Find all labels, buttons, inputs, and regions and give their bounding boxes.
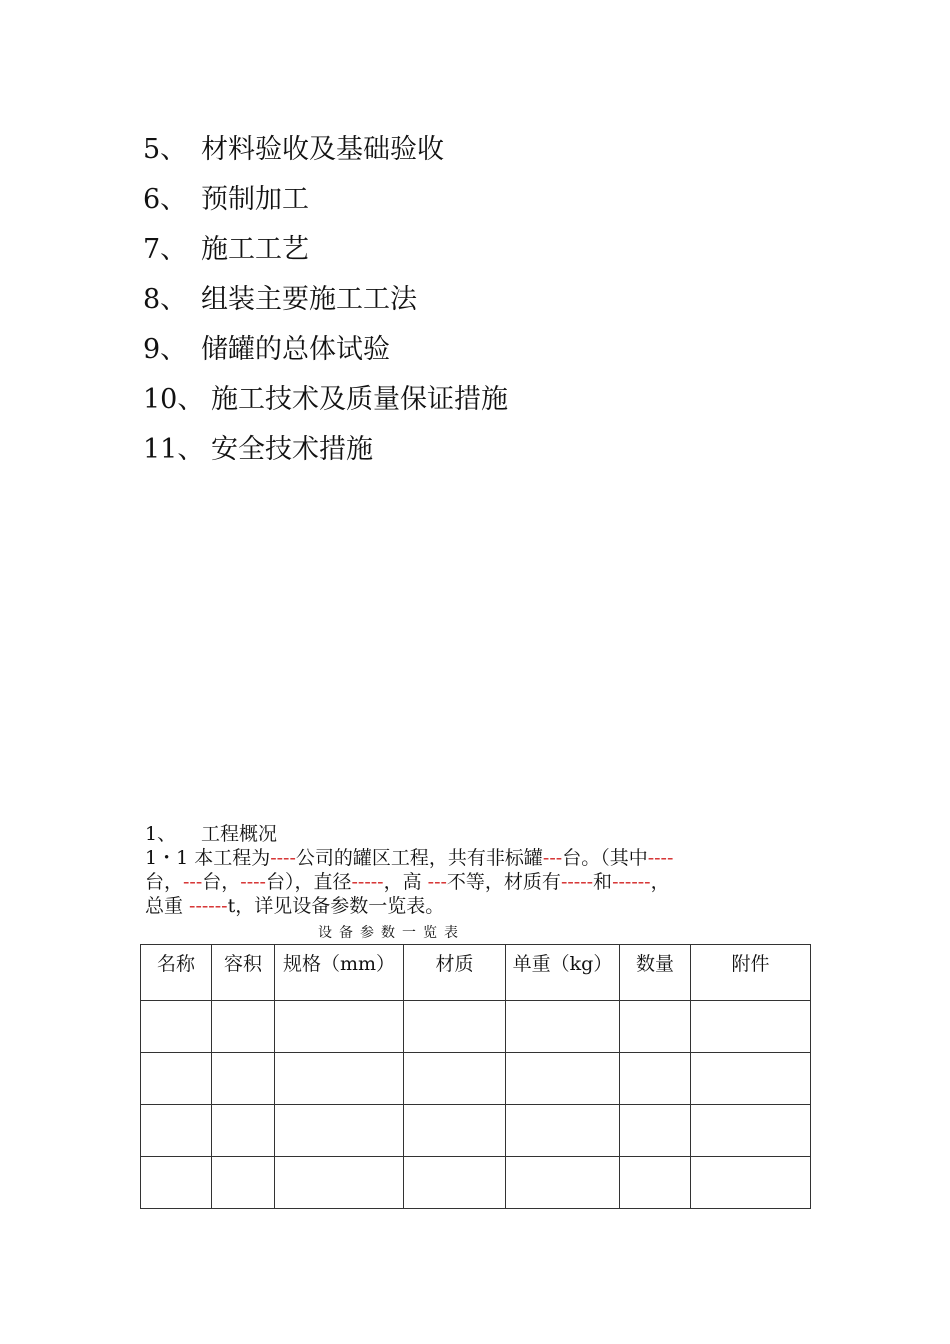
fill-blank: --- [183,871,203,893]
table-row [141,1053,811,1105]
col-header-unit-weight: 单重（kg） [506,945,620,1001]
text-run: 公司的罐区工程，共有非标罐 [295,847,543,869]
section-title: 工程概况 [201,823,278,845]
text-run: 不等，材质有 [446,871,561,893]
toc-title: 储罐的总体试验 [201,334,390,365]
table-cell [691,1157,811,1209]
overview-line-2 [145,870,815,894]
table-cell [212,1001,275,1053]
table-cell [212,1053,275,1105]
table-cell [275,1105,404,1157]
text-run: 台， [145,871,184,893]
text-run: 1・1 本工程为 [145,847,271,869]
overview-line-1 [145,846,815,870]
table-caption: 设备参数一览表 [318,925,465,941]
text-run: t，详见设备参数一览表。 [227,895,445,917]
toc-item-7 [143,228,508,278]
table-cell [620,1053,691,1105]
fill-blank: ---- [270,847,296,869]
table-row [141,1001,811,1053]
fill-blank: ---- [647,847,674,869]
col-header-quantity: 数量 [620,945,691,1001]
table-header-row [141,945,811,1001]
text-run: 和 [593,871,613,893]
project-overview-section [145,822,815,918]
table-cell [691,1105,811,1157]
text-run: ， [650,871,670,893]
fill-blank: ---- [240,871,266,893]
text-run: 总重 [145,895,190,917]
table-cell [404,1105,506,1157]
table-row [141,1157,811,1209]
fill-blank: ------ [612,871,651,893]
fill-blank: --- [427,871,447,893]
col-header-name: 名称 [141,945,212,1001]
table-cell [620,1157,691,1209]
table-cell [275,1053,404,1105]
toc-number: 7、 [143,234,188,265]
section-number: 1、 [145,823,177,845]
toc-title: 材料验收及基础验收 [201,134,444,165]
table-cell [275,1157,404,1209]
table-row [141,1105,811,1157]
text-run: 台， [202,871,241,893]
table-cell [620,1105,691,1157]
toc-title: 组装主要施工工法 [201,284,417,315]
equipment-parameter-table [140,944,811,1209]
toc-number: 8、 [143,284,188,315]
col-header-volume: 容积 [212,945,275,1001]
table-cell [275,1001,404,1053]
section-heading [145,822,815,846]
fill-blank: ----- [560,871,594,893]
table-cell [506,1001,620,1053]
col-header-spec: 规格（mm） [275,945,404,1001]
fill-blank: ------ [189,895,228,917]
toc-item-9 [143,328,508,378]
toc-item-8 [143,278,508,328]
toc-number: 10、 [143,384,205,415]
text-run: ，高 [383,871,428,893]
toc-item-5 [143,128,508,178]
toc-item-10 [143,378,508,428]
table-cell [404,1157,506,1209]
toc-title: 预制加工 [201,184,309,215]
table-cell [141,1053,212,1105]
toc-number: 9、 [143,334,188,365]
toc-number: 11、 [143,434,205,465]
table-cell [691,1001,811,1053]
toc-number: 5、 [143,134,188,165]
table-cell [506,1053,620,1105]
toc-item-11 [143,428,508,478]
table-cell [212,1157,275,1209]
fill-blank: --- [542,847,563,869]
table-of-contents [143,128,508,478]
fill-blank: ----- [351,871,384,893]
toc-title: 施工工艺 [201,234,309,265]
col-header-attachments: 附件 [691,945,811,1001]
table-cell [141,1105,212,1157]
table-cell [691,1053,811,1105]
table-cell [141,1157,212,1209]
table-cell [141,1001,212,1053]
toc-number: 6、 [143,184,188,215]
table-cell [404,1001,506,1053]
table-cell [506,1105,620,1157]
table-cell [620,1001,691,1053]
toc-title: 施工技术及质量保证措施 [211,384,508,415]
overview-line-3 [145,894,815,918]
col-header-material: 材质 [404,945,506,1001]
toc-title: 安全技术措施 [211,434,373,465]
table-cell [404,1053,506,1105]
table-cell [212,1105,275,1157]
text-run: 台），直径 [265,871,352,893]
toc-item-6 [143,178,508,228]
text-run: 台。（其中 [562,847,648,869]
table-cell [506,1157,620,1209]
